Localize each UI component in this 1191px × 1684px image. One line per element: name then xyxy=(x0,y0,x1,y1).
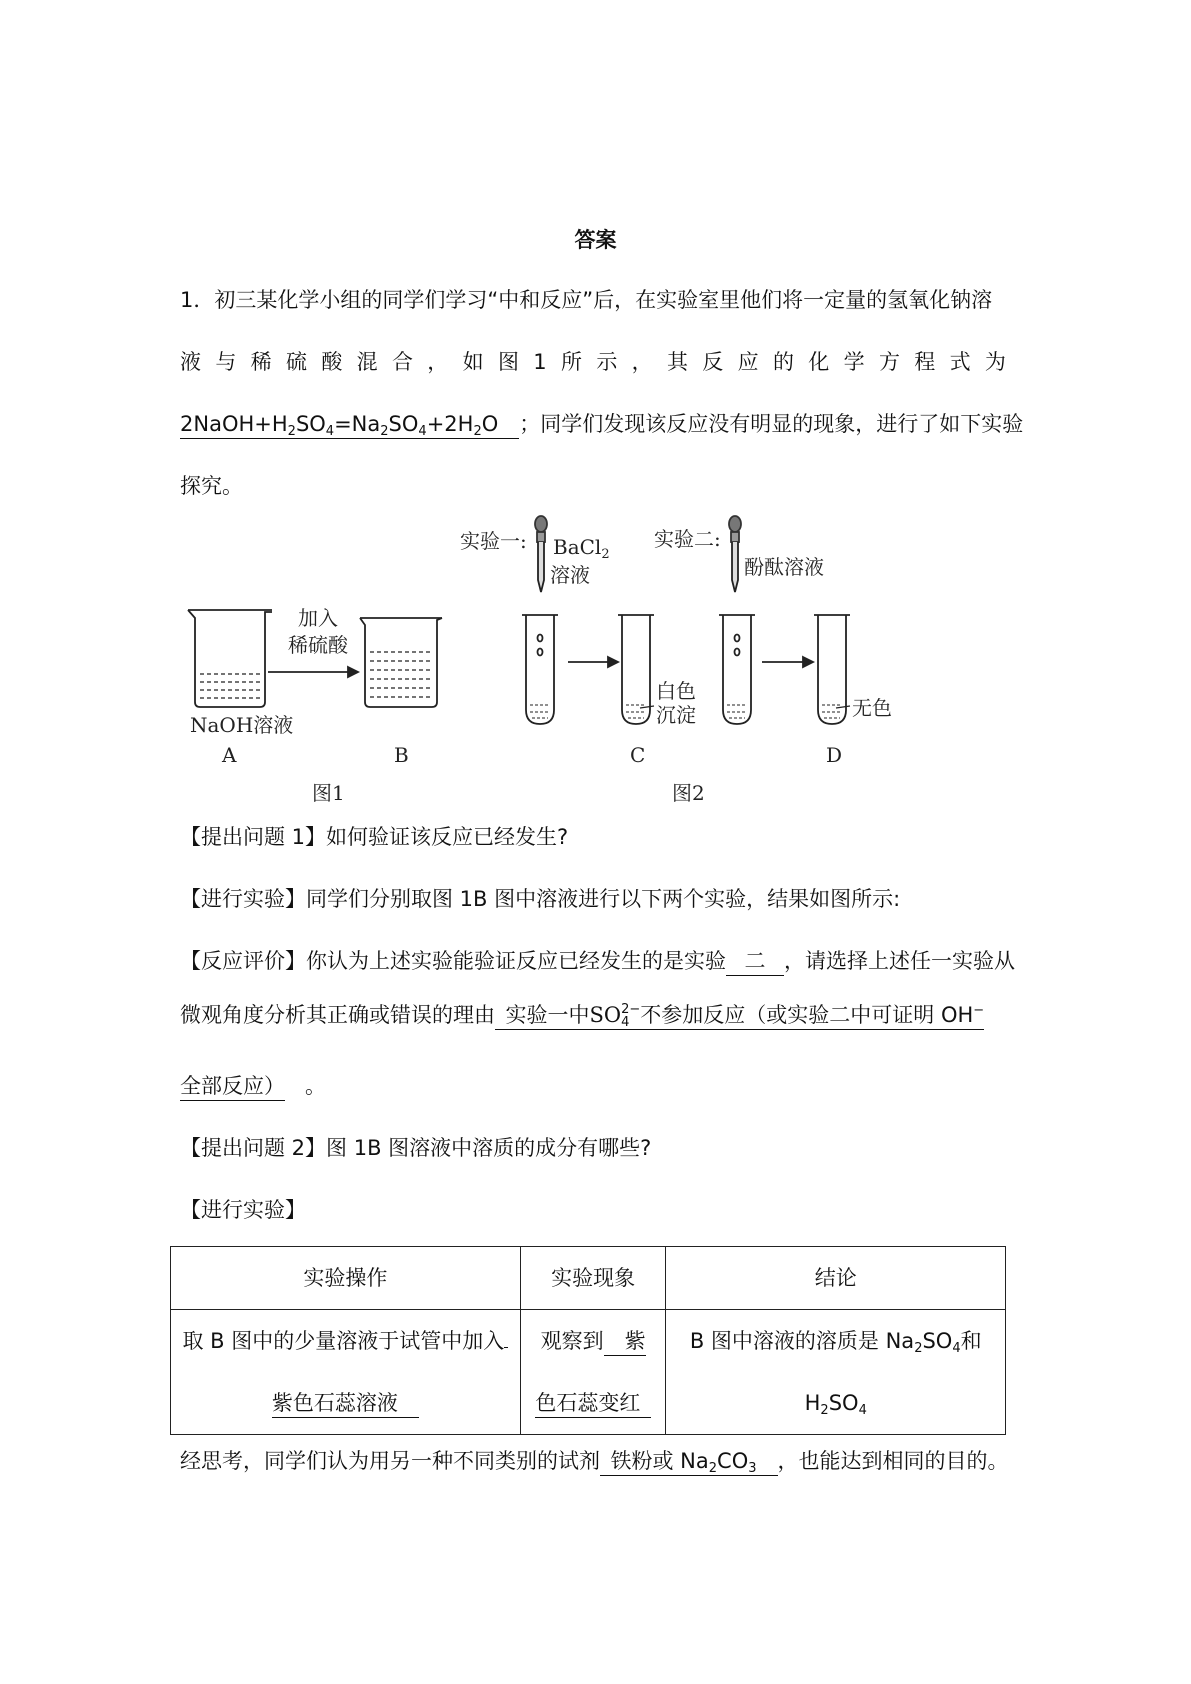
test-tube-1 xyxy=(526,615,554,724)
line2-char: 图 xyxy=(497,350,519,374)
label-b: B xyxy=(394,743,409,767)
experiment-figure xyxy=(170,510,930,810)
experiment-table xyxy=(170,1246,1006,1435)
equation-answer: $2NaOH+H_2SO_4=Na_2SO_4+2H_2O$ xyxy=(180,410,519,439)
experiment-2: 【进行实验】 xyxy=(180,1198,306,1222)
acid-label: 稀硫酸 xyxy=(288,633,348,657)
colorless-label: 无色 xyxy=(852,696,892,720)
exp1-label: 实验一: xyxy=(460,529,527,553)
line2-char: 其 xyxy=(666,350,688,374)
dropper-2 xyxy=(729,516,741,592)
cell-phenomenon: 观察到 紫 色石蕊变红 xyxy=(520,1310,666,1435)
naoh-label: NaOH溶液 xyxy=(190,713,294,737)
line2-char: 稀 xyxy=(250,350,272,374)
evaluation-reason: 实验一中SO 2− 4 不参加反应（或实验二中可证明 OH− xyxy=(495,1001,984,1030)
evaluation-reason-end: 全部反应） xyxy=(180,1072,285,1101)
evaluation-line2: 微观角度分析其正确或错误的理由 实验一中SO 2− 4 不参加反应（或实验二中可证明 OH− xyxy=(180,1002,985,1030)
exp2-label: 实验二: xyxy=(654,527,721,551)
white-precipitate-1: 白色 xyxy=(656,679,696,703)
line2-char: 合 xyxy=(391,350,413,374)
exp1-reagent: BaCl$_2$ xyxy=(553,535,610,562)
cell-operation: 取 B 图中的少量溶液于试管中加入 紫色石蕊溶液 xyxy=(171,1310,521,1435)
page-title: 答案 xyxy=(574,228,617,252)
q1-line3 xyxy=(180,409,1023,439)
line2-char: 如 xyxy=(462,350,484,374)
table-row xyxy=(171,1310,1006,1435)
line2-char: 示 xyxy=(596,350,618,374)
line2-char: 混 xyxy=(356,350,378,374)
table-header-row xyxy=(171,1247,1006,1310)
label-c: C xyxy=(630,743,646,767)
line2-char: 学 xyxy=(843,350,865,374)
beaker-a xyxy=(188,610,272,707)
evaluation-line3: 全部反应） 。 xyxy=(180,1071,326,1101)
line2-char: 应 xyxy=(737,350,759,374)
beaker-b-liquid xyxy=(370,652,432,697)
line2-char: 程 xyxy=(914,350,936,374)
evaluation-answer: 二 xyxy=(726,947,784,976)
line2-char: 化 xyxy=(808,350,830,374)
line2-char: 所 xyxy=(560,350,582,374)
line2-char: 1 xyxy=(533,350,547,374)
line2-char: 的 xyxy=(772,350,794,374)
exp2-reagent: 酚酞溶液 xyxy=(744,555,824,579)
conclusion-line: 经思考，同学们认为用另一种不同类别的试剂 铁粉或 $Na_2CO_3$ ，也能达到相同的目的。 xyxy=(180,1449,1009,1476)
fig2-caption: 图2 xyxy=(672,781,705,805)
add-label: 加入 xyxy=(298,606,338,630)
q1-line3-tail: ；同学们发现该反应没有明显的现象，进行了如下实验 xyxy=(519,412,1024,436)
dropper-1 xyxy=(535,516,547,592)
header-conclusion: 结论 xyxy=(666,1247,1006,1310)
evaluation-line1: 【反应评价】你认为上述实验能验证反应已经发生的是实验 二 ，请选择上述任一实验从 xyxy=(180,946,1015,976)
label-d: D xyxy=(826,743,843,767)
beaker-b xyxy=(360,618,442,707)
line2-char: 硫 xyxy=(285,350,307,374)
cell-conclusion: B 图中溶液的溶质是 $Na_2SO_4$和 $H_2SO_4$ xyxy=(666,1310,1006,1435)
white-precipitate-2: 沉淀 xyxy=(656,703,696,727)
line2-char: 式 xyxy=(949,350,971,374)
problem-2: 【提出问题 2】图 1B 图溶液中溶质的成分有哪些? xyxy=(180,1136,652,1160)
line2-char: 反 xyxy=(702,350,724,374)
label-a: A xyxy=(222,743,237,767)
line2-char: 酸 xyxy=(321,350,343,374)
test-tube-2 xyxy=(723,615,751,724)
exp1-reagent-solution: 溶液 xyxy=(550,563,590,587)
header-operation: 实验操作 xyxy=(171,1247,521,1310)
line2-char: 液 xyxy=(180,350,201,374)
line2-char: ， xyxy=(427,350,449,374)
fig1-caption: 图1 xyxy=(312,781,345,805)
experiment-1: 【进行实验】同学们分别取图 1B 图中溶液进行以下两个实验，结果如图所示: xyxy=(180,887,901,911)
line2-char: ， xyxy=(631,350,653,374)
q1-line4: 探究。 xyxy=(180,474,243,498)
q1-line2 xyxy=(180,347,1006,377)
q1-line1: 1．初三某化学小组的同学们学习“中和反应”后，在实验室里他们将一定量的氢氧化钠溶 xyxy=(180,288,993,312)
line2-char: 与 xyxy=(215,350,237,374)
line2-char: 方 xyxy=(878,350,900,374)
beaker-a-liquid xyxy=(200,674,262,698)
line2-char: 为 xyxy=(984,350,1006,374)
conclusion-answer: 铁粉或 $Na_2CO_3$ xyxy=(600,1447,778,1476)
problem-1: 【提出问题 1】如何验证该反应已经发生? xyxy=(180,825,569,849)
header-phenomenon: 实验现象 xyxy=(520,1247,666,1310)
